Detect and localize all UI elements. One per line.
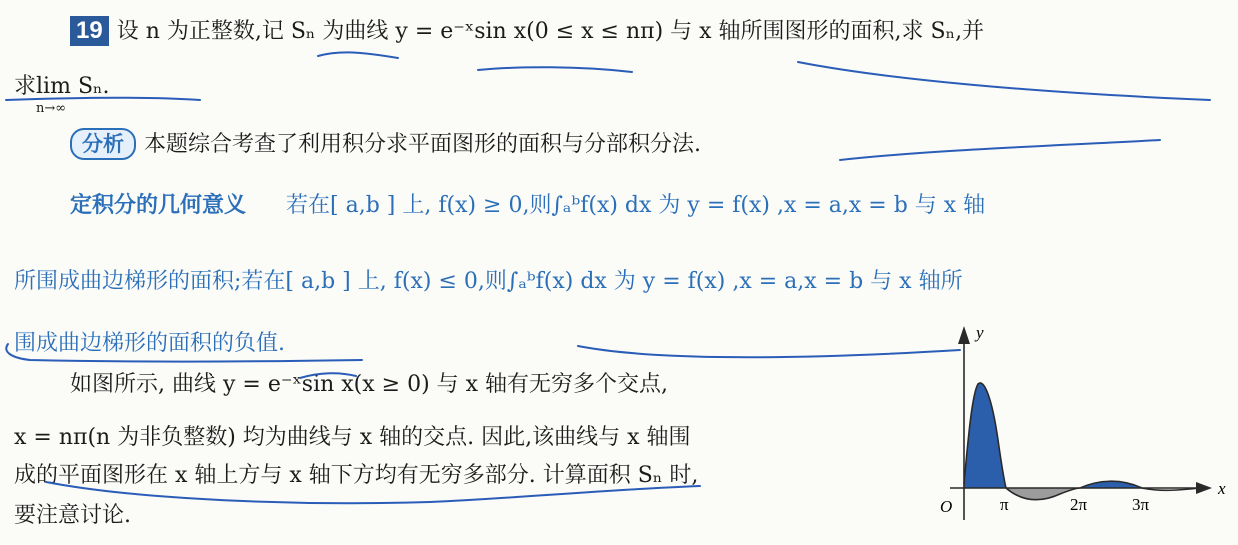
analysis-tag: 分析 bbox=[70, 128, 136, 160]
lim-subscript: n→∞ bbox=[36, 101, 67, 116]
discussion-line-4: 要注意讨论. bbox=[14, 503, 131, 528]
problem-text-2-rest: Sₙ. bbox=[70, 74, 110, 99]
y-axis-arrow bbox=[958, 326, 970, 344]
ink-underline-1 bbox=[318, 52, 398, 58]
tick-label-3pi: 3π bbox=[1132, 495, 1150, 514]
tick-label-2pi: 2π bbox=[1070, 495, 1088, 514]
analysis-line bbox=[70, 128, 701, 160]
positive-area bbox=[964, 383, 1006, 488]
definition-heading: 定积分的几何意义 bbox=[70, 193, 247, 218]
ink-underline-5 bbox=[840, 140, 1160, 160]
y-axis-label: y bbox=[976, 323, 984, 342]
curve-figure bbox=[920, 320, 1238, 530]
x-axis-arrow bbox=[1196, 482, 1212, 494]
problem-line-2 bbox=[14, 73, 110, 116]
origin-label: O bbox=[940, 497, 953, 516]
problem-line-1 bbox=[70, 16, 984, 46]
definition-line-3: 围成曲边梯形的面积的负值. bbox=[14, 331, 285, 356]
definition-line-2: 所围成曲边梯形的面积;若在[ a,b ] 上, f(x) ≤ 0,则∫ₐᵇf(x) dx 为 y = f(x) ,x = a,x = b 与 x 轴所 bbox=[14, 269, 963, 294]
negative-area bbox=[1006, 488, 1080, 500]
ink-underline-7 bbox=[578, 346, 960, 357]
tick-label-pi: π bbox=[1000, 495, 1009, 514]
problem-text-1: 设 n 为正整数,记 Sₙ 为曲线 y = e⁻ˣsin x(0 ≤ x ≤ nπ) 与 x 轴所围图形的面积,求 Sₙ,并 bbox=[116, 19, 985, 44]
x-axis-label: x bbox=[1218, 479, 1226, 498]
analysis-text: 本题综合考查了利用积分求平面图形的面积与分部积分法. bbox=[144, 132, 701, 157]
discussion-line-1: 如图所示, 曲线 y = e⁻ˣsin x(x ≥ 0) 与 x 轴有无穷多个交点, bbox=[70, 372, 669, 397]
discussion-line-2: x = nπ(n 为非负整数) 均为曲线与 x 轴的交点. 因此,该曲线与 x 轴围 bbox=[14, 425, 691, 450]
problem-text-2-prefix: 求 bbox=[14, 74, 37, 99]
lim-word: lim bbox=[36, 74, 71, 99]
definition-text-1: 若在[ a,b ] 上, f(x) ≥ 0,则∫ₐᵇf(x) dx 为 y = f(x) ,x = a,x = b 与 x 轴 bbox=[286, 193, 986, 218]
ink-underline-2 bbox=[478, 67, 632, 72]
problem-number: 19 bbox=[70, 16, 109, 46]
discussion-line-3: 成的平面图形在 x 轴上方与 x 轴下方均有无穷多部分. 计算面积 Sₙ 时, bbox=[14, 463, 699, 488]
ink-underline-3 bbox=[798, 62, 1210, 100]
definition-line-1 bbox=[70, 192, 985, 220]
